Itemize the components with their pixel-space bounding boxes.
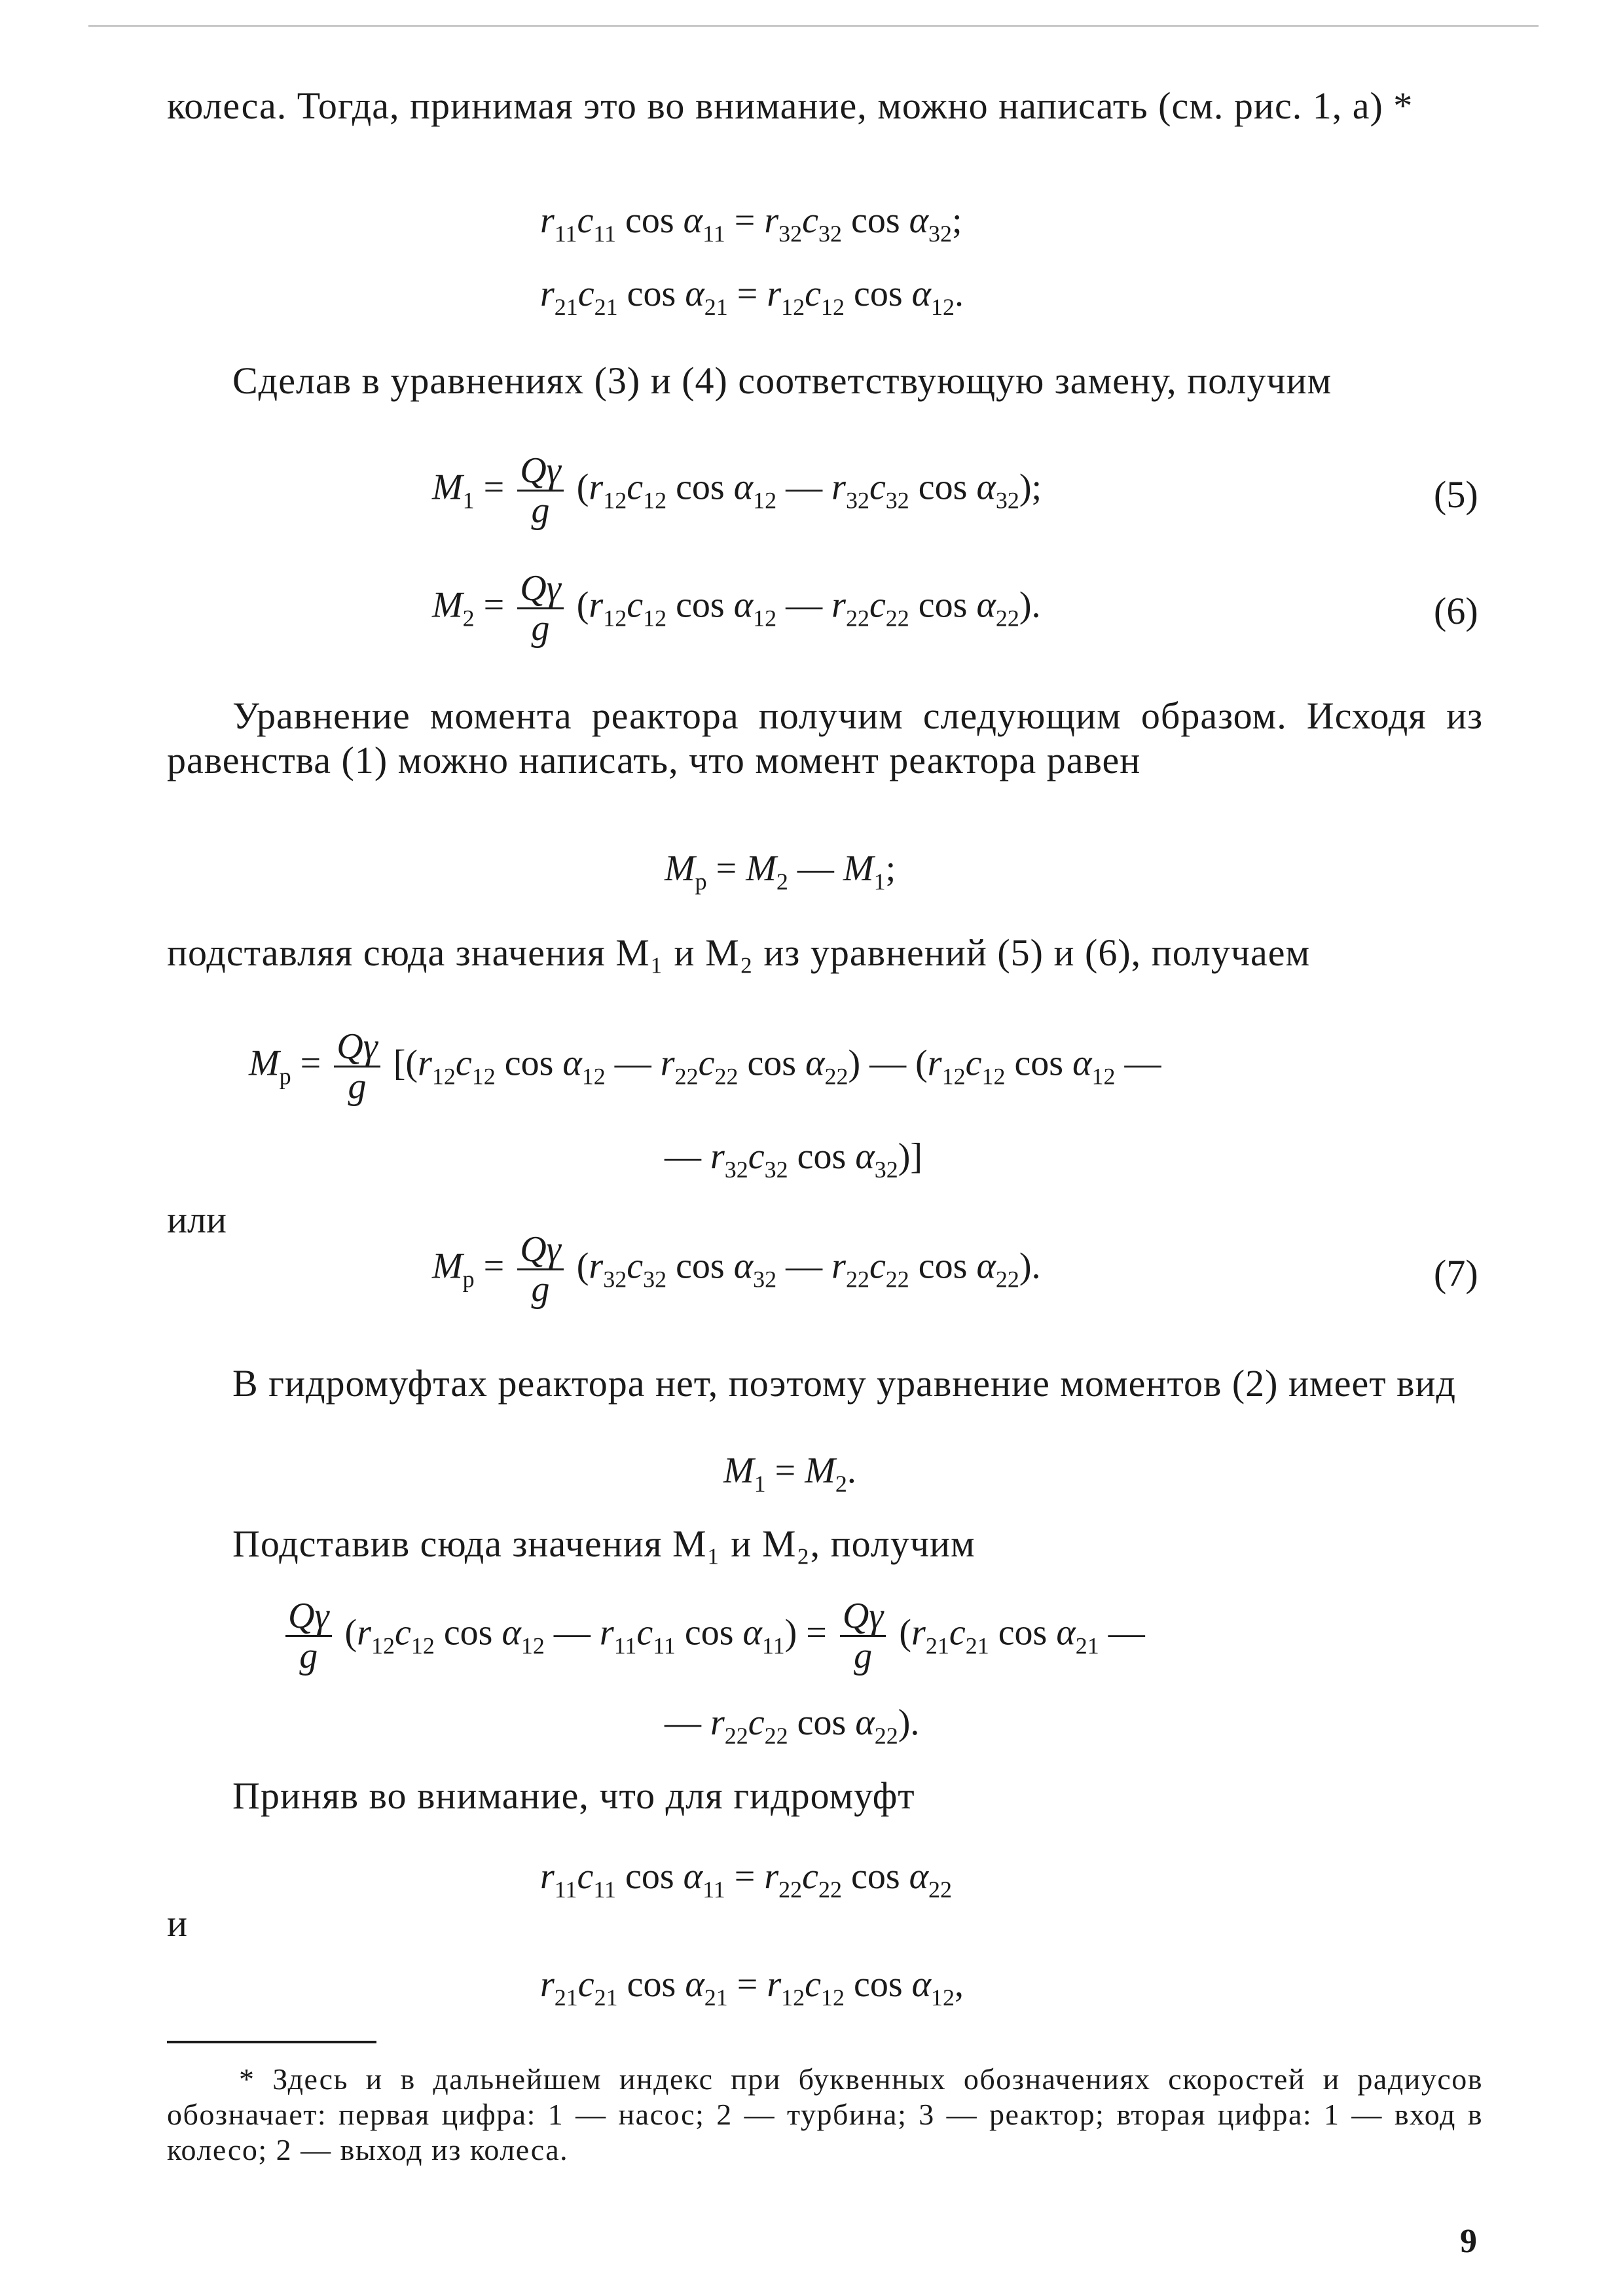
equation-relation-2: $r_{21}c_{21}$ $\cos \alpha_{21} = r_{12}c_{12}$ $\cos \alpha_{12}$. [540, 274, 964, 320]
page-number: 9 [1460, 2223, 1477, 2260]
equation-reactor-moment-definition: $M_p = M_2$ — $M_1$; [665, 848, 896, 895]
paragraph-8: Приняв во внимание, что для гидромуфт [232, 1774, 915, 1817]
paragraph-9: и [167, 1902, 188, 1945]
footnote: * Здесь и в дальнейшем индекс при буквенных обозначениях скоростей и радиусов обозначает: первая цифра: 1 — насос; 2 — турбина; 3 — реактор; вторая цифра: 1 — вход в колесо; 2 — выход из колеса. [167, 2062, 1483, 2166]
equation-coupling-condition-2: $r_{21}c_{21}$ $\cos \alpha_{21} = r_{12}c_{12}$ $\cos \alpha_{12}$, [540, 1964, 964, 2011]
equation-coupling-balance: $M_1 = M_2$. [723, 1450, 856, 1497]
paragraph-3: Уравнение момента реактора получим следующим образом. Исходя из равенства (1) можно написать, что момент реактора равен [167, 694, 1483, 781]
equation-coupling-substituted-line-2: — $r_{22}c_{22}$ $\cos \alpha_{22}$). [665, 1702, 920, 1749]
paragraph-2: Сделав в уравнениях (3) и (4) соответствующую замену, получим [232, 359, 1332, 402]
paragraph-7: Подставив сюда значения M₁ и M₂, получим [232, 1522, 976, 1565]
paragraph-4: подставляя сюда значения M₁ и M₂ из уравнений (5) и (6), получаем [167, 931, 1311, 974]
equation-6: $M_2$ = $\frac{Q\gamma}{g}$ ($r_{12}c_{12}$ $\cos \alpha_{12}$ — $r_{22}c_{22}$ $\cos \alpha_{22}$). [432, 568, 1041, 649]
paragraph-6: В гидромуфтах реактора нет, поэтому уравнение моментов (2) имеет вид [232, 1362, 1457, 1405]
equation-coupling-condition-1: $r_{11}c_{11}$ $\cos \alpha_{11} = r_{22}c_{22}$ $\cos \alpha_{22}$ [540, 1856, 953, 1903]
equation-7: $M_p$ = $\frac{Q\gamma}{g}$ ($r_{32}c_{32}$ $\cos \alpha_{32}$ — $r_{22}c_{22}$ $\cos \alpha_{22}$). [432, 1229, 1041, 1310]
equation-reactor-moment-expanded-line-1: $M_p$ = $\frac{Q\gamma}{g}$ [($r_{12}c_{12}$ $\cos \alpha_{12}$ — $r_{22}c_{22}$ $\cos \alpha_{22}$) — ($r_{12}c_{12}$ $\cos \alpha_{12}$ — [249, 1026, 1161, 1107]
equation-relation-1: $r_{11}c_{11}$ $\cos \alpha_{11} = r_{32}c_{32}$ $\cos \alpha_{32}$; [540, 200, 962, 247]
equation-number-7: (7) [1434, 1252, 1478, 1295]
equation-5: $M_1$ = $\frac{Q\gamma}{g}$ ($r_{12}c_{12}$ $\cos \alpha_{12}$ — $r_{32}c_{32}$ $\cos \alpha_{32}$); [432, 450, 1042, 531]
top-rule [88, 25, 1539, 27]
paragraph-1: колеса. Тогда, принимая это во внимание, можно написать (см. рис. 1, а) * [167, 84, 1413, 127]
equation-reactor-moment-expanded-line-2: — $r_{32}c_{32}$ $\cos \alpha_{32}$)] [665, 1136, 923, 1183]
equation-coupling-substituted-line-1: $\frac{Q\gamma}{g}$ ($r_{12}c_{12}$ $\cos \alpha_{12}$ — $r_{11}c_{11}$ $\cos \alpha_{11}$) = $\frac{Q\gamma}{g}$ ($r_{21}c_{21}$ $\cos \alpha_{21}$ — [282, 1597, 1145, 1675]
equation-number-5: (5) [1434, 473, 1478, 516]
equation-number-6: (6) [1434, 590, 1478, 632]
paragraph-5: или [167, 1198, 227, 1241]
footnote-rule [167, 2041, 376, 2043]
